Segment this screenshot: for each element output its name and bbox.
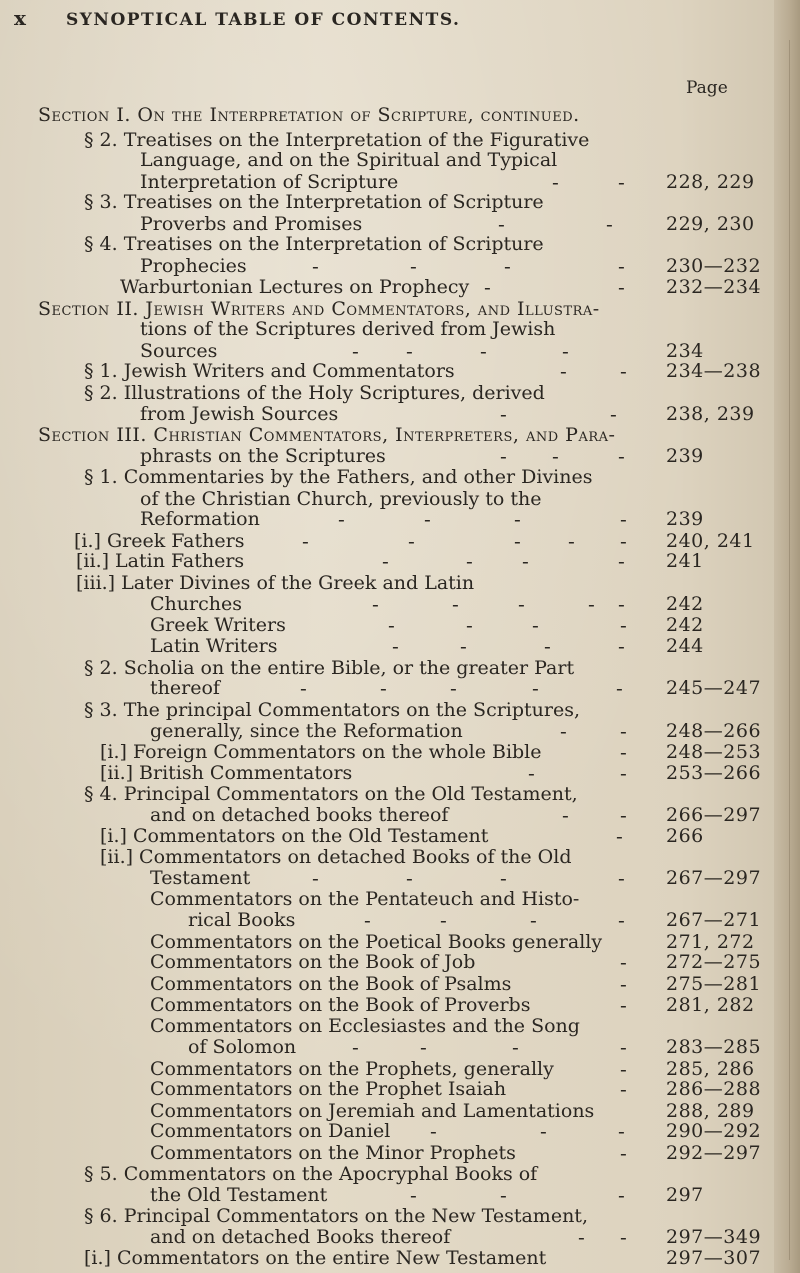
toc-page-number: 281, 282 (666, 994, 755, 1016)
toc-entry-text: Sources (140, 340, 218, 362)
toc-entry-text: Greek Writers (150, 614, 286, 636)
toc-page-number: 230—232 (666, 255, 762, 277)
leader-dash: - (500, 866, 507, 890)
leader-dash: - (620, 950, 627, 974)
leader-dash: - (606, 212, 613, 236)
toc-entry-text: [i.] Commentators on the Old Testament (100, 825, 489, 847)
toc-entry-text: Commentators on the Poetical Books generally (150, 931, 603, 953)
toc-page-number: 234—238 (666, 360, 762, 382)
toc-entry-text: the Old Testament (150, 1184, 328, 1206)
leader-dash: - (618, 444, 625, 468)
toc-entry-text: § 4. Treatises on the Interpretation of Scripture (84, 233, 544, 255)
toc-page-number: 239 (666, 508, 704, 530)
toc-entry-text: [i.] Foreign Commentators on the whole Bible (100, 741, 542, 763)
toc-entry-text: § 1. Jewish Writers and Commentators (84, 360, 455, 382)
leader-dash: - (518, 592, 525, 616)
leader-dash: - (620, 993, 627, 1017)
toc-page-number: 290—292 (666, 1120, 762, 1142)
page-column-label: Page (686, 78, 728, 98)
leader-dash: - (528, 761, 535, 785)
leader-dash: - (618, 634, 625, 658)
leader-dash: - (618, 254, 625, 278)
leader-dash: - (620, 761, 627, 785)
leader-dash: - (616, 824, 623, 848)
leader-dash: - (408, 529, 415, 553)
toc-entry-text: Testament (150, 867, 251, 889)
toc-page-number: 275—281 (666, 973, 762, 995)
toc-entry-text: Commentators on the Book of Proverbs (150, 994, 531, 1016)
leader-dash: - (532, 676, 539, 700)
leader-dash: - (498, 212, 505, 236)
toc-entry-text: § 1. Commentaries by the Fathers, and other Divines (84, 466, 593, 488)
toc-page-number: 288, 289 (666, 1100, 755, 1122)
toc-entry-text: and on detached Books thereof (150, 1226, 451, 1248)
leader-dash: - (620, 719, 627, 743)
toc-entry-text: Reformation (140, 508, 260, 530)
toc-entry-text: Interpretation of Scripture (140, 171, 399, 193)
toc-page-number: 292—297 (666, 1142, 762, 1164)
leader-dash: - (514, 529, 521, 553)
leader-dash: - (500, 1183, 507, 1207)
leader-dash: - (578, 1225, 585, 1249)
leader-dash: - (620, 1141, 627, 1165)
toc-page-number: 286—288 (666, 1078, 762, 1100)
toc-page-number: 244 (666, 635, 704, 657)
toc-entry-text: tions of the Scriptures derived from Jewish (140, 318, 556, 340)
leader-dash: - (466, 613, 473, 637)
toc-entry-text: § 3. Treatises on the Interpretation of Scripture (84, 191, 544, 213)
leader-dash: - (540, 1119, 547, 1143)
leader-dash: - (424, 507, 431, 531)
leader-dash: - (568, 529, 575, 553)
toc-page-number: 240, 241 (666, 530, 755, 552)
toc-page-number: 271, 272 (666, 931, 755, 953)
page-edge (774, 0, 800, 1273)
leader-dash: - (430, 1119, 437, 1143)
leader-dash: - (562, 339, 569, 363)
leader-dash: - (620, 1077, 627, 1101)
toc-page-number: 234 (666, 340, 704, 362)
leader-dash: - (312, 254, 319, 278)
leader-dash: - (450, 676, 457, 700)
toc-entry-text: and on detached books thereof (150, 804, 449, 826)
leader-dash: - (440, 908, 447, 932)
leader-dash: - (364, 908, 371, 932)
leader-dash: - (302, 529, 309, 553)
header-title: SYNOPTICAL TABLE OF CONTENTS. (66, 10, 461, 30)
leader-dash: - (382, 549, 389, 573)
leader-dash: - (616, 676, 623, 700)
leader-dash: - (352, 1035, 359, 1059)
leader-dash: - (500, 402, 507, 426)
toc-entry-text: Proverbs and Promises (140, 213, 363, 235)
toc-entry-text: Language, and on the Spiritual and Typical (140, 149, 558, 171)
leader-dash: - (620, 359, 627, 383)
toc-entry-text: [ii.] Latin Fathers (76, 550, 245, 572)
running-header (0, 6, 760, 36)
leader-dash: - (620, 529, 627, 553)
toc-line (0, 1248, 760, 1273)
toc-entry-text: Commentators on Ecclesiastes and the Song (150, 1015, 580, 1037)
toc-entry-text: Section I. On the Interpretation of Scripture, continued. (38, 104, 580, 126)
toc-entry-text: Commentators on Daniel (150, 1120, 391, 1142)
leader-dash: - (618, 866, 625, 890)
toc-entry-text: thereof (150, 677, 220, 699)
toc-page-number: 241 (666, 550, 704, 572)
toc-page-number: 248—253 (666, 741, 762, 763)
edge-line (789, 40, 790, 1260)
leader-dash: - (620, 1057, 627, 1081)
toc-entry-text: Churches (150, 593, 242, 615)
toc-entry-text: § 5. Commentators on the Apocryphal Books of (84, 1163, 538, 1185)
leader-dash: - (620, 507, 627, 531)
toc-entry-text: Section III. Christian Commentators, Interpreters, and Para- (38, 424, 616, 446)
leader-dash: - (460, 634, 467, 658)
leader-dash: - (562, 803, 569, 827)
leader-dash: - (544, 634, 551, 658)
leader-dash: - (522, 549, 529, 573)
leader-dash: - (620, 803, 627, 827)
leader-dash: - (388, 613, 395, 637)
leader-dash: - (620, 1225, 627, 1249)
leader-dash: - (452, 592, 459, 616)
leader-dash: - (406, 339, 413, 363)
toc-line (0, 105, 760, 130)
toc-page-number: 283—285 (666, 1036, 762, 1058)
toc-page-number: 267—297 (666, 867, 762, 889)
leader-dash: - (512, 1035, 519, 1059)
toc-page-number: 228, 229 (666, 171, 755, 193)
toc-page-number: 267—271 (666, 909, 762, 931)
toc-entry-text: § 3. The principal Commentators on the Scriptures, (84, 699, 581, 721)
toc-entry-text: [i.] Greek Fathers (74, 530, 245, 552)
leader-dash: - (380, 676, 387, 700)
toc-entry-text: § 4. Principal Commentators on the Old Testament, (84, 783, 578, 805)
toc-entry-text: Commentators on the Prophet Isaiah (150, 1078, 507, 1100)
toc-page-number: 248—266 (666, 720, 762, 742)
toc-page-number: 242 (666, 593, 704, 615)
leader-dash: - (560, 719, 567, 743)
toc-entry-text: Prophecies (140, 255, 247, 277)
toc-entry-text: § 6. Principal Commentators on the New Testament, (84, 1205, 588, 1227)
toc-page-number: 242 (666, 614, 704, 636)
leader-dash: - (480, 339, 487, 363)
leader-dash: - (618, 170, 625, 194)
leader-dash: - (530, 908, 537, 932)
leader-dash: - (532, 613, 539, 637)
toc-entry-text: Commentators on the Book of Psalms (150, 973, 512, 995)
toc-entry-text: of Solomon (188, 1036, 297, 1058)
leader-dash: - (618, 549, 625, 573)
toc-entry-text: [i.] Commentators on the entire New Testament (84, 1247, 547, 1269)
leader-dash: - (406, 866, 413, 890)
toc-page-number: 238, 239 (666, 403, 755, 425)
leader-dash: - (300, 676, 307, 700)
leader-dash: - (410, 1183, 417, 1207)
leader-dash: - (466, 549, 473, 573)
leader-dash: - (392, 634, 399, 658)
toc-entry-text: rical Books (188, 909, 296, 931)
toc-entry-text: § 2. Scholia on the entire Bible, or the greater Part (84, 657, 575, 679)
toc-page-number: 297 (666, 1184, 704, 1206)
toc-entry-text: of the Christian Church, previously to the (140, 488, 542, 510)
leader-dash: - (552, 170, 559, 194)
toc-entry-text: Warburtonian Lectures on Prophecy (120, 276, 470, 298)
toc-entry-text: Section II. Jewish Writers and Commentators, and Illustra- (38, 298, 600, 320)
leader-dash: - (620, 740, 627, 764)
leader-dash: - (338, 507, 345, 531)
leader-dash: - (618, 908, 625, 932)
toc-page-number: 229, 230 (666, 213, 755, 235)
toc-entry-text: Commentators on the Prophets, generally (150, 1058, 554, 1080)
toc-page-number: 253—266 (666, 762, 762, 784)
toc-entry-text: generally, since the Reformation (150, 720, 463, 742)
leader-dash: - (504, 254, 511, 278)
toc-page-number: 297—307 (666, 1247, 762, 1269)
toc-entry-text: Latin Writers (150, 635, 278, 657)
toc-page-number: 266 (666, 825, 704, 847)
toc-entry-text: phrasts on the Scriptures (140, 445, 386, 467)
toc-entry-text: [ii.] British Commentators (100, 762, 353, 784)
corner-mark: x (14, 6, 26, 30)
toc-entry-text: Commentators on the Pentateuch and Histo- (150, 888, 580, 910)
leader-dash: - (500, 444, 507, 468)
leader-dash: - (618, 592, 625, 616)
toc-entry-text: Commentators on the Minor Prophets (150, 1142, 516, 1164)
toc-entry-text: Commentators on Jeremiah and Lamentations (150, 1100, 595, 1122)
toc-page-number: 232—234 (666, 276, 762, 298)
toc-entry-text: [ii.] Commentators on detached Books of the Old (100, 846, 572, 868)
toc-entry-text: from Jewish Sources (140, 403, 339, 425)
leader-dash: - (588, 592, 595, 616)
leader-dash: - (352, 339, 359, 363)
leader-dash: - (560, 359, 567, 383)
toc-page-number: 272—275 (666, 951, 762, 973)
toc-entry-text: Commentators on the Book of Job (150, 951, 476, 973)
leader-dash: - (484, 275, 491, 299)
leader-dash: - (610, 402, 617, 426)
toc-page-number: 297—349 (666, 1226, 762, 1248)
leader-dash: - (618, 1119, 625, 1143)
leader-dash: - (514, 507, 521, 531)
toc-page-number: 266—297 (666, 804, 762, 826)
toc-page-number: 285, 286 (666, 1058, 755, 1080)
toc-page-number: 245—247 (666, 677, 762, 699)
leader-dash: - (372, 592, 379, 616)
toc-entry-text: [iii.] Later Divines of the Greek and Latin (76, 572, 475, 594)
leader-dash: - (410, 254, 417, 278)
leader-dash: - (620, 613, 627, 637)
leader-dash: - (420, 1035, 427, 1059)
leader-dash: - (620, 972, 627, 996)
leader-dash: - (312, 866, 319, 890)
leader-dash: - (618, 275, 625, 299)
leader-dash: - (620, 1035, 627, 1059)
leader-dash: - (552, 444, 559, 468)
leader-dash: - (618, 1183, 625, 1207)
toc-entry-text: § 2. Treatises on the Interpretation of the Figurative (84, 129, 590, 151)
toc-entry-text: § 2. Illustrations of the Holy Scriptures, derived (84, 382, 545, 404)
toc-page-number: 239 (666, 445, 704, 467)
